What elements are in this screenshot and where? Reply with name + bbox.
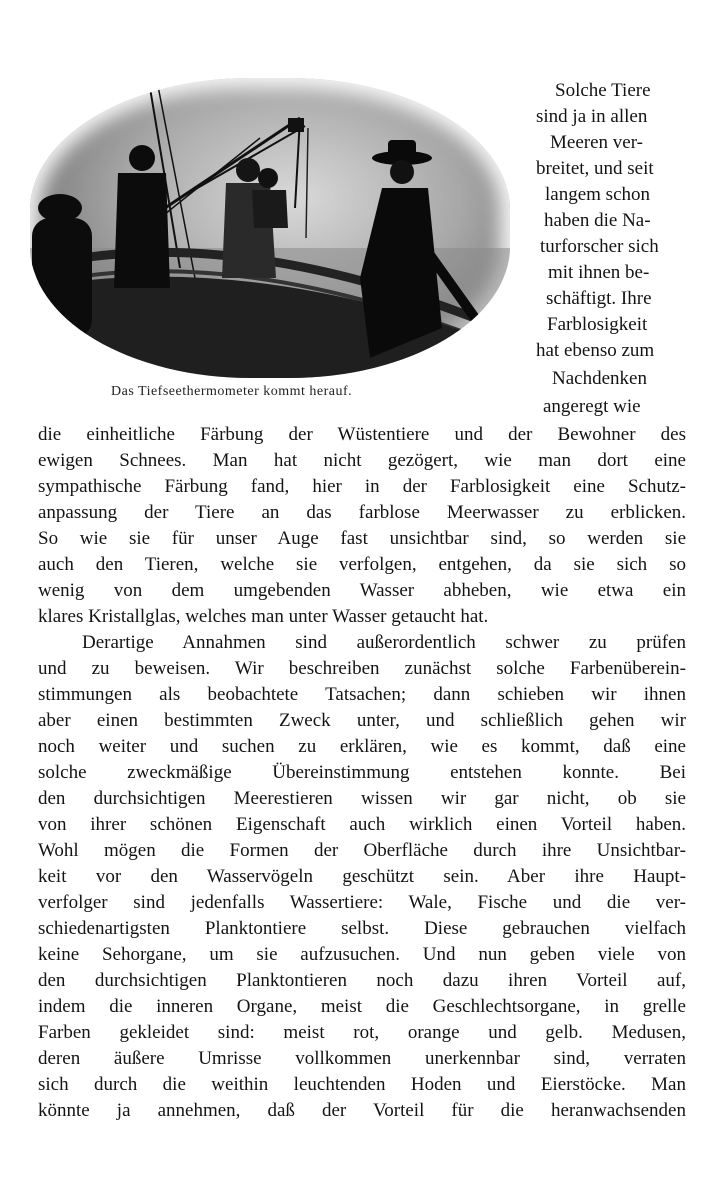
ship-deck-illustration bbox=[30, 78, 510, 378]
body-line: sympathische Färbung fand, hier in der Farblosigkeit eine Schutz- bbox=[38, 476, 686, 497]
side-line: Nachdenken bbox=[552, 368, 647, 389]
body-line: auch den Tieren, welche sie verfolgen, entgehen, da sie sich so bbox=[38, 554, 686, 575]
body-line: den durchsichtigen Meerestieren wissen wir gar nicht, ob sie bbox=[38, 788, 686, 809]
side-line: mit ihnen be- bbox=[548, 262, 650, 283]
body-line: Farben gekleidet sind: meist rot, orange und gelb. Medusen, bbox=[38, 1022, 686, 1043]
body-line: von ihrer schönen Eigenschaft auch wirklich einen Vorteil haben. bbox=[38, 814, 686, 835]
side-line: Meeren ver- bbox=[550, 132, 643, 153]
body-line: den durchsichtigen Planktontieren noch dazu ihren Vorteil auf, bbox=[38, 970, 686, 991]
body-line: keine Sehorgane, um sie aufzusuchen. Und nun geben viele von bbox=[38, 944, 686, 965]
body-line: noch weiter und suchen zu erklären, wie es kommt, daß eine bbox=[38, 736, 686, 757]
body-line: indem die inneren Organe, meist die Geschlechtsorgane, in grelle bbox=[38, 996, 686, 1017]
side-line: Solche Tiere bbox=[555, 80, 651, 101]
body-line: Wohl mögen die Formen der Oberfläche durch ihre Unsichtbar- bbox=[38, 840, 686, 861]
figure bbox=[30, 78, 510, 378]
body-line: sich durch die weithin leuchtenden Hoden und Eierstöcke. Man bbox=[38, 1074, 686, 1095]
body-line: könnte ja annehmen, daß der Vorteil für die heranwachsenden bbox=[38, 1100, 686, 1121]
ship-deck-photo bbox=[30, 78, 510, 378]
side-line: langem schon bbox=[545, 184, 651, 205]
body-line: aber einen bestimmten Zweck unter, und schließlich gehen wir bbox=[38, 710, 686, 731]
body-line: die einheitliche Färbung der Wüstentiere und der Bewohner des bbox=[38, 424, 686, 445]
side-line: hat ebenso zum bbox=[536, 340, 655, 361]
side-line: turforscher sich bbox=[540, 236, 659, 257]
body-line: und zu beweisen. Wir beschreiben zunächst solche Farbenüberein- bbox=[38, 658, 686, 679]
photographer-signature: BLACK bbox=[52, 334, 72, 341]
body-line: solche zweckmäßige Übereinstimmung entstehen konnte. Bei bbox=[38, 762, 686, 783]
body-line: klares Kristallglas, welches man unter Wasser getaucht hat. bbox=[38, 606, 489, 627]
body-line: Derartige Annahmen sind außerordentlich schwer zu prüfen bbox=[82, 632, 686, 653]
body-line: ewigen Schnees. Man hat nicht gezögert, wie man dort eine bbox=[38, 450, 686, 471]
side-line: haben die Na- bbox=[544, 210, 651, 231]
body-line: So wie sie für unser Auge fast unsichtbar sind, so werden sie bbox=[38, 528, 686, 549]
body-line: schiedenartigsten Planktontiere selbst. Diese gebrauchen vielfach bbox=[38, 918, 686, 939]
figure-caption: Das Tiefseethermometer kommt herauf. bbox=[111, 384, 353, 399]
body-line: anpassung der Tiere an das farblose Meerwasser zu erblicken. bbox=[38, 502, 686, 523]
side-line: breitet, und seit bbox=[536, 158, 654, 179]
body-line: keit vor den Wasservögeln geschützt sein. Aber ihre Haupt- bbox=[38, 866, 686, 887]
side-line: Farblosigkeit bbox=[547, 314, 648, 335]
body-line: verfolger sind jedenfalls Wassertiere: Wale, Fische und die ver- bbox=[38, 892, 686, 913]
side-line: sind ja in allen bbox=[536, 106, 648, 127]
body-line: deren äußere Umrisse vollkommen unerkennbar sind, verraten bbox=[38, 1048, 686, 1069]
side-line: angeregt wie bbox=[543, 396, 641, 417]
body-line: wenig von dem umgebenden Wasser abheben, wie etwa ein bbox=[38, 580, 686, 601]
side-line: schäftigt. Ihre bbox=[546, 288, 652, 309]
body-line: stimmungen als beobachtete Tatsachen; dann schieben wir ihnen bbox=[38, 684, 686, 705]
